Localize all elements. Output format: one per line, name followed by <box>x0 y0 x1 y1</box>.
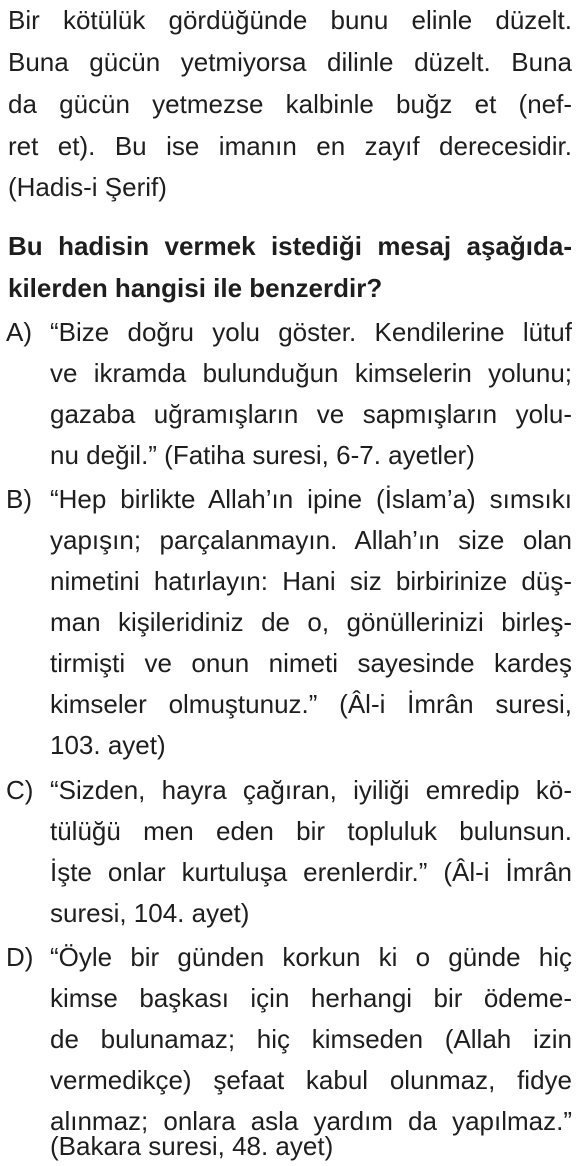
option-line: kimseler olmuştunuz.” (Âl-i İmrân suresi, <box>50 689 572 719</box>
passage-line: da gücün yetmezse kalbinle buğz et (nef- <box>8 89 572 119</box>
option-line: man kişileridiniz de o, gönüllerinizi birleş- <box>50 607 572 637</box>
option-line: tülüğü men eden bir topluluk bulunsun. <box>50 816 572 846</box>
option-line: alınmaz; onlara asla yardım da yapılmaz.” <box>50 1106 572 1136</box>
option-line: de bulunamaz; hiç kimseden (Allah izin <box>50 1024 572 1054</box>
option-line: nimetini hatırlayın: Hani siz birbirinize düş- <box>50 566 572 596</box>
option-line: tirmişti ve onun nimeti sayesinde kardeş <box>50 648 572 678</box>
question-line: Bu hadisin vermek istediği mesaj aşağıda- <box>8 231 572 261</box>
option-line: “Öyle bir günden korkun ki o günde hiç <box>50 942 572 972</box>
option-line: yapışın; parçalanmayın. Allah’ın size olan <box>50 525 572 555</box>
option-letter: B) <box>6 484 32 514</box>
option-letter: D) <box>6 942 34 972</box>
option-letter: A) <box>6 317 32 347</box>
passage-source: (Hadis-i Şerif) <box>8 172 167 202</box>
question-line: kilerden hangisi ile benzerdir? <box>8 273 383 303</box>
option-line: İşte onlar kurtuluşa erenlerdir.” (Âl-i İmrân <box>50 857 572 887</box>
option-line: nu değil.” (Fatiha suresi, 6-7. ayetler) <box>50 440 475 470</box>
passage-line: Buna gücün yetmiyorsa dilinle düzelt. Buna <box>8 47 572 77</box>
passage-line: ret et). Bu ise imanın en zayıf derecesidir. <box>8 131 572 161</box>
option-line: kimse başkası için herhangi bir ödeme- <box>50 983 572 1013</box>
option-line: “Bize doğru yolu göster. Kendilerine lütuf <box>50 317 572 347</box>
option-line: ve ikramda bulunduğun kimselerin yolunu; <box>50 358 572 388</box>
option-line: vermedikçe) şefaat kabul olunmaz, fidye <box>50 1065 572 1095</box>
option-line: gazaba uğramışların ve sapmışların yolu- <box>50 399 572 429</box>
option-line: “Sizden, hayra çağıran, iyiliği emredip kö- <box>50 775 572 805</box>
option-line: (Bakara suresi, 48. ayet) <box>50 1131 334 1161</box>
option-letter: C) <box>6 775 34 805</box>
option-line: “Hep birlikte Allah’ın ipine (İslam’a) sımsıkı <box>50 484 572 514</box>
passage-line: Bir kötülük gördüğünde bunu elinle düzelt. <box>8 5 572 35</box>
option-line: 103. ayet) <box>50 730 166 760</box>
option-line: suresi, 104. ayet) <box>50 898 250 928</box>
